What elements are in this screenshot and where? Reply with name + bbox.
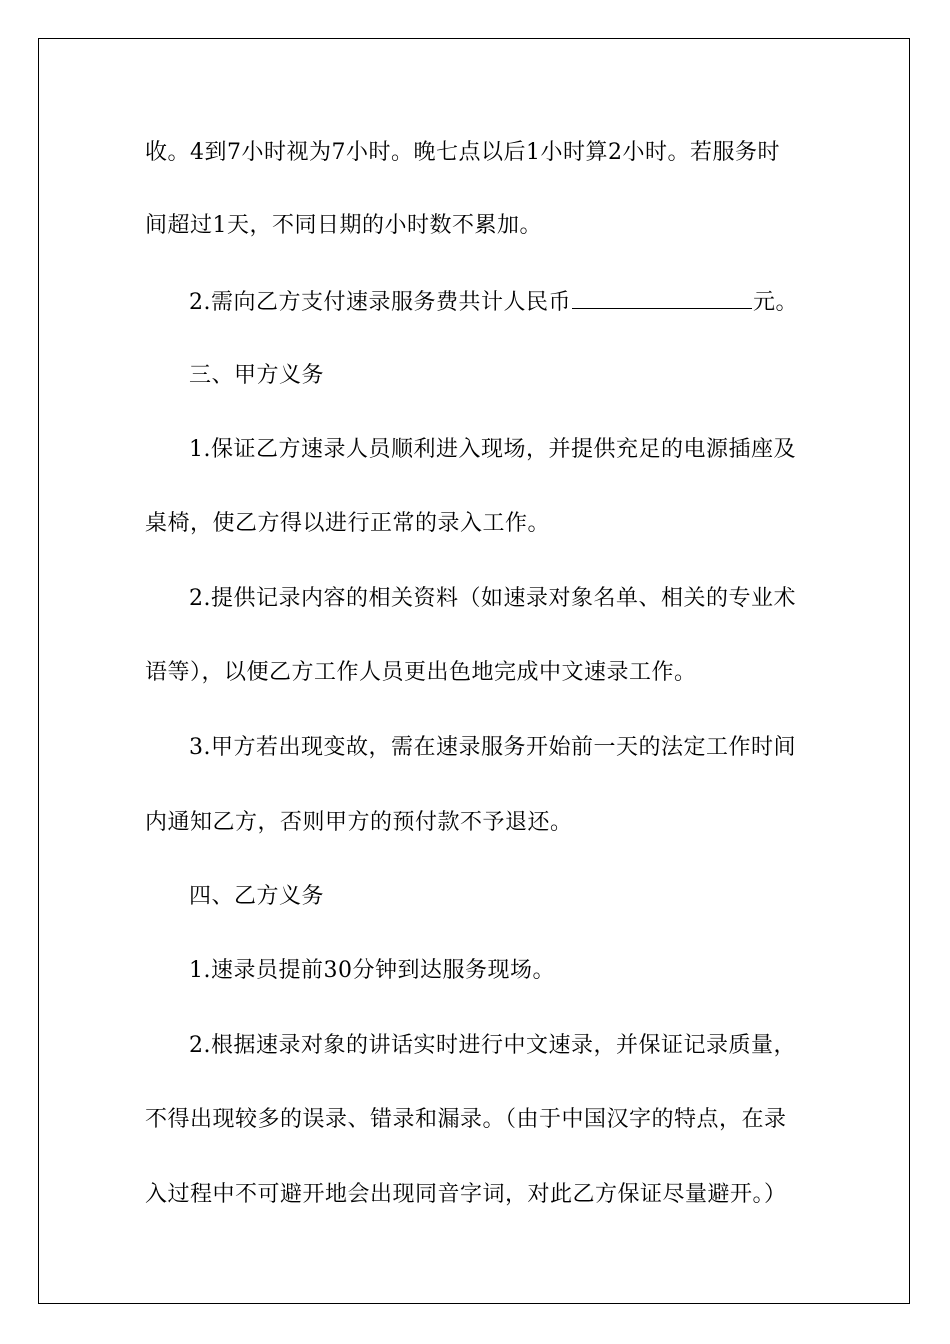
- paragraph-line: 2.提供记录内容的相关资料（如速录对象名单、相关的专业术: [189, 586, 796, 611]
- paragraph-line: 收。4到7小时视为7小时。晚七点以后1小时算2小时。若服务时: [145, 140, 780, 165]
- paragraph-line: 2.根据速录对象的讲话实时进行中文速录，并保证记录质量，: [189, 1033, 796, 1058]
- paragraph-line: 不得出现较多的误录、错录和漏录。（由于中国汉字的特点，在录: [145, 1107, 787, 1132]
- amount-blank: [572, 286, 752, 309]
- payment-line-suffix: 元。: [753, 290, 799, 315]
- section-heading-party-b: 四、乙方义务: [189, 884, 325, 909]
- paragraph-line: 1.速录员提前30分钟到达服务现场。: [189, 958, 555, 983]
- paragraph-line: 3.甲方若出现变故，需在速录服务开始前一天的法定工作时间: [189, 735, 796, 760]
- section-heading-party-a: 三、甲方义务: [189, 363, 325, 388]
- payment-line-prefix: 2.需向乙方支付速录服务费共计人民币: [189, 290, 571, 315]
- paragraph-line: 入过程中不可避开地会出现同音字词，对此乙方保证尽量避开。）: [145, 1182, 787, 1207]
- paragraph-line: 语等），以便乙方工作人员更出色地完成中文速录工作。: [145, 660, 697, 685]
- paragraph-line: 内通知乙方，否则甲方的预付款不予退还。: [145, 810, 573, 835]
- paragraph-line: 间超过1天，不同日期的小时数不累加。: [145, 213, 542, 238]
- payment-line: [189, 286, 798, 318]
- paragraph-line: 1.保证乙方速录人员顺利进入现场，并提供充足的电源插座及: [189, 437, 796, 462]
- paragraph-line: 桌椅，使乙方得以进行正常的录入工作。: [145, 511, 551, 536]
